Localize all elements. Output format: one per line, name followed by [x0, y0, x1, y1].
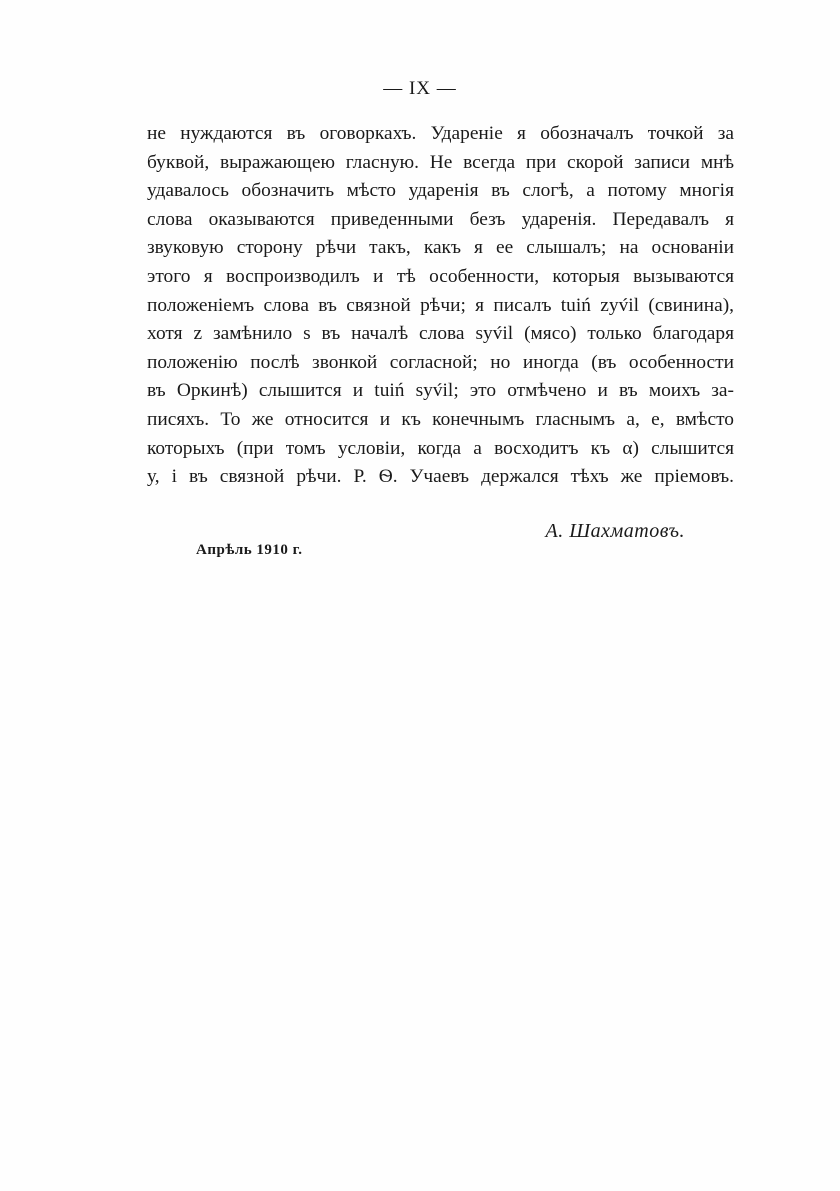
text-line: которыхъ (при томъ условіи, когда а восходитъ къ α) слышится — [147, 437, 734, 459]
text-line: у, і въ связной рѣчи. Р. Ѳ. Учаевъ держался тѣхъ же пріемовъ. — [147, 466, 734, 488]
text-line: слова оказываются приведенными безъ ударенія. Передавалъ я — [147, 208, 734, 230]
body-paragraph — [147, 120, 734, 492]
text-line: буквой, выражающею гласную. Не всегда при скорой записи мнѣ — [147, 151, 734, 173]
text-line: звуковую сторону рѣчи такъ, какъ я ее слышалъ; на основаніи — [147, 237, 734, 259]
text-line: хотя z замѣнило s въ началѣ слова syv́il (мясо) только благодаря — [147, 323, 734, 345]
text-line: писяхъ. То же относится и къ конечнымъ гласнымъ а, е, вмѣсто — [147, 408, 734, 430]
text-line: этого я воспроизводилъ и тѣ особенности, которыя вызываются — [147, 265, 734, 287]
text-line: удавалось обозначить мѣсто ударенія въ слогѣ, а потому многія — [147, 180, 734, 202]
text-line: положенію послѣ звонкой согласной; но иногда (въ особенности — [147, 351, 734, 373]
date-line: Апрѣль 1910 г. — [196, 542, 303, 558]
page-number: — IX — — [383, 78, 457, 99]
text-line: въ Оркинѣ) слышится и tuiń syv́il; это отмѣчено и въ моихъ за- — [147, 380, 734, 402]
text-line: не нуждаются въ оговоркахъ. Удареніе я обозначалъ точкой за — [147, 123, 734, 144]
text-line: положеніемъ слова въ связной рѣчи; я писалъ tuiń zyv́il (свинина), — [147, 294, 734, 316]
author-signature: А. Шахматовъ. — [545, 520, 685, 542]
